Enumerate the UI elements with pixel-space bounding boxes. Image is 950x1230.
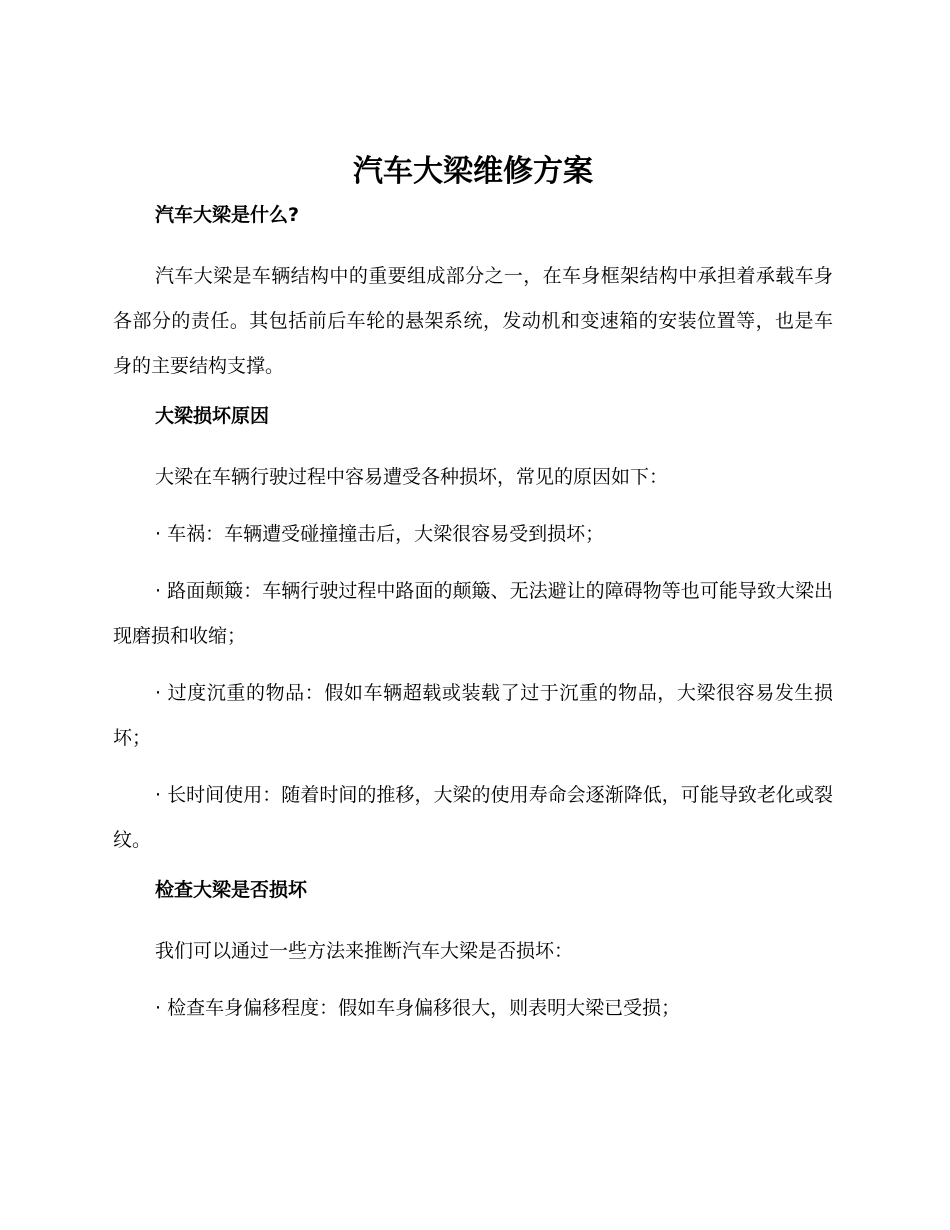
bullet-item: · 长时间使用：随着时间的推移，大梁的使用寿命会逐渐降低，可能导致老化或裂纹。 — [113, 784, 833, 851]
section-heading: 汽车大梁是什么? — [155, 204, 300, 226]
bullet-item: · 过度沉重的物品：假如车辆超载或装载了过于沉重的物品，大梁很容易发生损坏； — [113, 682, 833, 749]
section-inspection — [113, 875, 833, 1031]
bullet-item: · 车祸：车辆遭受碰撞撞击后，大梁很容易受到损坏； — [155, 523, 605, 545]
paragraph: 我们可以通过一些方法来推断汽车大梁是否损坏： — [155, 940, 574, 962]
section-heading: 大梁损坏原因 — [155, 405, 270, 427]
document-page — [113, 150, 833, 1043]
bullet-item: · 检查车身偏移程度：假如车身偏移很大，则表明大梁已受损； — [155, 997, 681, 1019]
paragraph: 大梁在车辆行驶过程中容易遭受各种损坏，常见的原因如下： — [155, 466, 669, 488]
section-heading: 检查大梁是否损坏 — [155, 879, 308, 901]
paragraph: 汽车大梁是车辆结构中的重要组成部分之一，在车身框架结构中承担着承载车身各部分的责任。其包括前后车轮的悬架系统，发动机和变速箱的安装位置等，也是车身的主要结构支撑。 — [113, 265, 833, 377]
section-damage-causes — [113, 401, 833, 863]
document-title: 汽车大梁维修方案 — [353, 154, 593, 189]
bullet-item: · 路面颠簸：车辆行驶过程中路面的颠簸、无法避让的障碍物等也可能导致大梁出现磨损和收缩； — [113, 580, 833, 647]
section-definition — [113, 200, 833, 389]
